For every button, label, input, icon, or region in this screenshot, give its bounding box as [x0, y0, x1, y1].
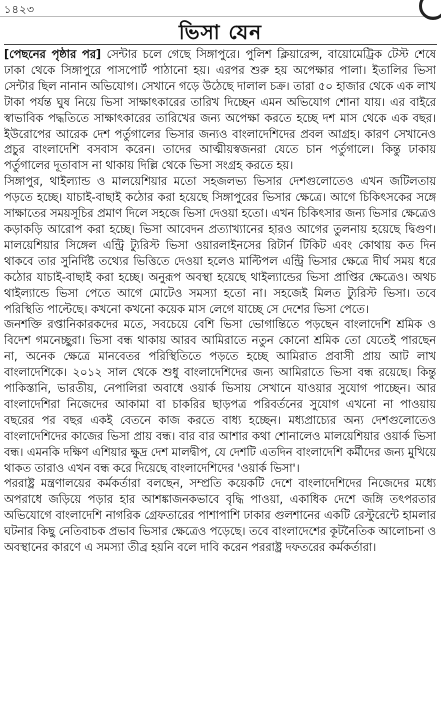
paragraph-text: সেন্টার চলে গেছে সিঙ্গাপুরে। পুলিশ ক্লিয়ারেন্স, বায়োমেট্রিক টেস্ট শেষে ঢাকা থেকে সিঙ্গাপুরে পাসপোর্ট পাঠানো হয়। এরপর শুরু হয় অপেক্ষার পালা। ইতালির ভিসা সেন্টার ছিল নানান অভিযোগ। সেখানে গড়ে উঠেছে দালাল চক্র। তারা ৫০ হাজার থেকে এক লাখ টাকা পর্যন্ত ঘুষ নিয়ে ভিসা সাক্ষাৎকারের তারিখ দিচ্ছেন এমন অভিযোগ শোনা যায়। এর বাইরে স্বাভাবিক পদ্ধতিতে সাক্ষাৎকারের তারিখের জন্য অপেক্ষা করতে হচ্ছে দশ মাস থেকে এক বছর। ইউরোপের আরেক দেশ পর্তুগালের ভিসার জন্যও বাংলাদেশিদের প্রবল আগ্রহ। কারণ সেখানেও প্রচুর বাংলাদেশি বসবাস করেন। তাদের আত্মীয়স্বজনরা যেতে চান পর্তুগালে। কিন্তু ঢাকায় পর্তুগালের দূতাবাস না থাকায় দিল্লি থেকে ভিসা সংগ্রহ করতে হয়। [4, 48, 436, 173]
continuation-marker: [পেছনের পৃষ্ঠার পর] [4, 48, 102, 61]
page-header-bar [0, 0, 441, 17]
headline-divider [4, 44, 437, 45]
article-headline: ভিসা যেন [178, 20, 263, 44]
article-paragraph-2: সিঙ্গাপুর, থাইল্যান্ড ও মালয়েশিয়ার মতো সহজলভ্য ভিসার দেশগুলোতেও এখন জটিলতায় পড়তে হচ্ছে। যাচাই-বাছাই কঠোর করা হয়েছে সিঙ্গাপুরের ভিসার ক্ষেত্রে। আগে চিকিৎসকের সঙ্গে সাক্ষাতের সময়সূচির প্রমাণ দিলে সহজে ভিসা দেওয়া হতো। এখন চিকিৎসার জন্য ভিসার ক্ষেত্রেও কড়াকড়ি আরোপ করা হচ্ছে। ভিসা আবেদন প্রত্যাখ্যানের হারও আগের তুলনায় হয়েছে দ্বিগুণ। মালয়েশিয়ার সিঙ্গেল এন্ট্রি ট্যুরিস্ট ভিসা ওয়ারলাইনসের রিটার্ন টিকিট এবং কোথায় কত দিন থাকবে তার সুনির্দিষ্ট তথ্যের ভিত্তিতে দেওয়া হলেও মাল্টিপল এন্ট্রি ভিসার ক্ষেত্রে দীর্ঘ সময় ধরে কঠোর যাচাই-বাছাই করা হচ্ছে। অনুরূপ অবস্থা হয়েছে থাইল্যান্ডের ভিসা প্রাপ্তির ক্ষেত্রেও। অথচ থাইল্যান্ডে ভিসা পেতে আগে মোটেও সমস্যা হতো না। সহজেই মিলত ট্যুরিস্ট ভিসা। তবে পরিস্থিতি পাল্টেছে। কখনো কখনো কয়েক মাস লেগে যাচ্ছে সে দেশের ভিসা পেতে। [4, 175, 436, 316]
corner-circle-decoration [419, 0, 441, 20]
page-number: ১৪২৩ [4, 3, 35, 16]
article-paragraph-4: পররাষ্ট্র মন্ত্রণালয়ের কর্মকর্তারা বলছেন, সম্প্রতি কয়েকটি দেশে বাংলাদেশিদের নিজেদের মধ্যে অপরাধে জড়িয়ে পড়ার হার আশঙ্কাজনকভাবে বৃদ্ধি পাওয়া, একাধিক দেশে জঙ্গি তৎপরতার অভিযোগে বাংলাদেশি নাগরিক গ্রেফতারের পাশাপাশি ঢাকার গুলশানের একটি রেস্টুরেন্টে হামলার ঘটনার কিছু নেতিবাচক প্রভাব ভিসার ক্ষেত্রেও পড়েছে। তবে বাংলাদেশের কূটনৈতিক আলোচনা ও অবস্থানের কারণে এ সমস্যা তীব্র হয়নি বলে দাবি করেন পররাষ্ট্র দফতরের কর্মকর্তারা। [4, 477, 436, 555]
article-paragraph-3: জনশক্তি রপ্তানিকারকদের মতে, সবচেয়ে বেশি ভিসা ভোগান্তিতে পড়ছেন বাংলাদেশি শ্রমিক ও বিদেশ গমনেচ্ছুরা। ভিসা বন্ধ থাকায় আরব আমিরাতে নতুন কোনো শ্রমিক তো যেতেই পারছেন না, অনেক ক্ষেত্রে মানবেতর পরিস্থিতিতে পড়তে হচ্ছে আমিরাত প্রবাসী প্রায় আট লাখ বাংলাদেশিকে। ২০১২ সাল থেকে শুধু বাংলাদেশিদের জন্য আমিরাতে ভিসা বন্ধ রয়েছে। কিন্তু পাকিস্তানি, ভারতীয়, নেপালিরা অবাধে ওয়ার্ক ভিসায় সেখানে যাওয়ার সুযোগ পাচ্ছেন। আর বাংলাদেশিরা নিজেদের আকামা বা চাকরির ছাড়পত্র পরিবর্তনের সুযোগ এখনো না পাওয়ায় বছরের পর বছর একই বেতনে কাজ করতে বাধ্য হচ্ছেন। মধ্যপ্রাচ্যের অন্য দেশগুলোতেও বাংলাদেশিদের কাজের ভিসা প্রায় বন্ধ। বার বার আশার কথা শোনালেও মালয়েশিয়ার ওয়ার্ক ভিসা বন্ধ। এমনকি দক্ষিণ এশিয়ার ক্ষুদ্র দেশ মালদ্বীপ, যে দেশটি এতদিন বাংলাদেশি কর্মীদের জন্য মুখিয়ে থাকত তারাও এখন বন্ধ করে দিয়েছে বাংলাদেশিদের 'ওয়ার্ক ভিসা'। [4, 318, 436, 475]
article-body [4, 47, 436, 723]
article-paragraph-1 [4, 47, 436, 174]
